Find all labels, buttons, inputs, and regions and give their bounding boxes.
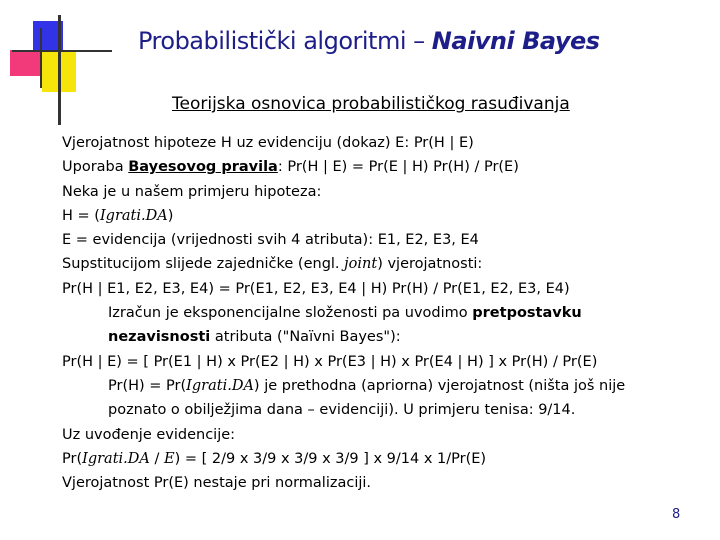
line-8-bold: pretpostavku: [472, 305, 582, 322]
line-15: Vjerojatnost Pr(E) nestaje pri normalizaciji.: [62, 475, 372, 492]
slide-title: [138, 27, 600, 55]
line-11-italic: Igrati.DA: [186, 377, 254, 394]
line-12: poznato o obilježjima dana – evidenciji). U primjeru tenisa: 9/14.: [108, 402, 576, 419]
line-6-a: Supstitucijom slijede zajedničke (engl.: [62, 256, 345, 273]
line-3: Neka je u našem primjeru hipoteza:: [62, 183, 322, 200]
slide-subtitle: Teorijska osnovica probabilističkog rasuđivanja: [172, 94, 570, 114]
line-14-a: Pr(: [62, 450, 83, 467]
line-5: E = evidencija (vrijednosti svih 4 atributa): E1, E2, E3, E4: [62, 232, 479, 249]
line-2: [62, 155, 712, 179]
line-10: Pr(H | E) = [ Pr(E1 | H) x Pr(E2 | H) x Pr(E3 | H) x Pr(E4 | H) ] x Pr(H) / Pr(E): [62, 353, 598, 370]
line-6: [62, 252, 712, 276]
line-14-c: /: [149, 450, 164, 467]
decor-horizontal-line: [12, 50, 112, 52]
line-6-joint: joint: [344, 256, 378, 273]
line-14-italic: Igrati.DA: [82, 450, 150, 467]
line-8-a: Izračun je eksponencijalne složenosti pa uvodimo: [108, 305, 473, 322]
decor-vertical-line-short: [40, 28, 42, 88]
bayes-rule-link: Bayesovog pravila: [128, 159, 278, 176]
line-14: [62, 447, 712, 471]
line-11-c: ) je prethodna (apriorna) vjerojatnost (ništa još nije: [253, 377, 626, 394]
line-6-c: ) vjerojatnosti:: [377, 256, 483, 273]
line-13: Uz uvođenje evidencije:: [62, 426, 236, 443]
line-9-b: atributa ("Naïvni Bayes"):: [210, 329, 401, 346]
title-italic: Naivni Bayes: [431, 27, 600, 55]
line-8: [62, 301, 712, 325]
decor-red-square: [10, 50, 40, 76]
line-4: [62, 204, 712, 228]
line-9: [62, 325, 712, 349]
decor-vertical-line: [58, 15, 61, 125]
line-7: Pr(H | E1, E2, E3, E4) = Pr(E1, E2, E3, E4 | H) Pr(H) / Pr(E1, E2, E3, E4): [62, 280, 570, 297]
line-9-bold: nezavisnosti: [108, 329, 211, 346]
line-14-formula: ) = [ 2/9 x 3/9 x 3/9 x 3/9 ] x 9/14 x 1/Pr(E): [174, 450, 487, 467]
line-4-hypothesis: Igrati.DA: [99, 207, 168, 224]
line-11: [62, 374, 712, 398]
line-4-c: ): [167, 207, 174, 224]
line-2-text: Uporaba: [62, 159, 129, 176]
line-11-a: Pr(H) = Pr(: [108, 377, 187, 394]
line-14-e: E: [163, 450, 175, 467]
title-main: Probabilistički algoritmi –: [138, 27, 432, 55]
line-2-formula: : Pr(H | E) = Pr(E | H) Pr(H) / Pr(E): [277, 159, 519, 176]
line-1: Vjerojatnost hipoteze H uz evidenciju (dokaz) E: Pr(H | E): [62, 135, 474, 151]
line-4-a: H = (: [62, 207, 100, 224]
slide-body: [62, 131, 712, 495]
page-number: 8: [672, 507, 681, 522]
